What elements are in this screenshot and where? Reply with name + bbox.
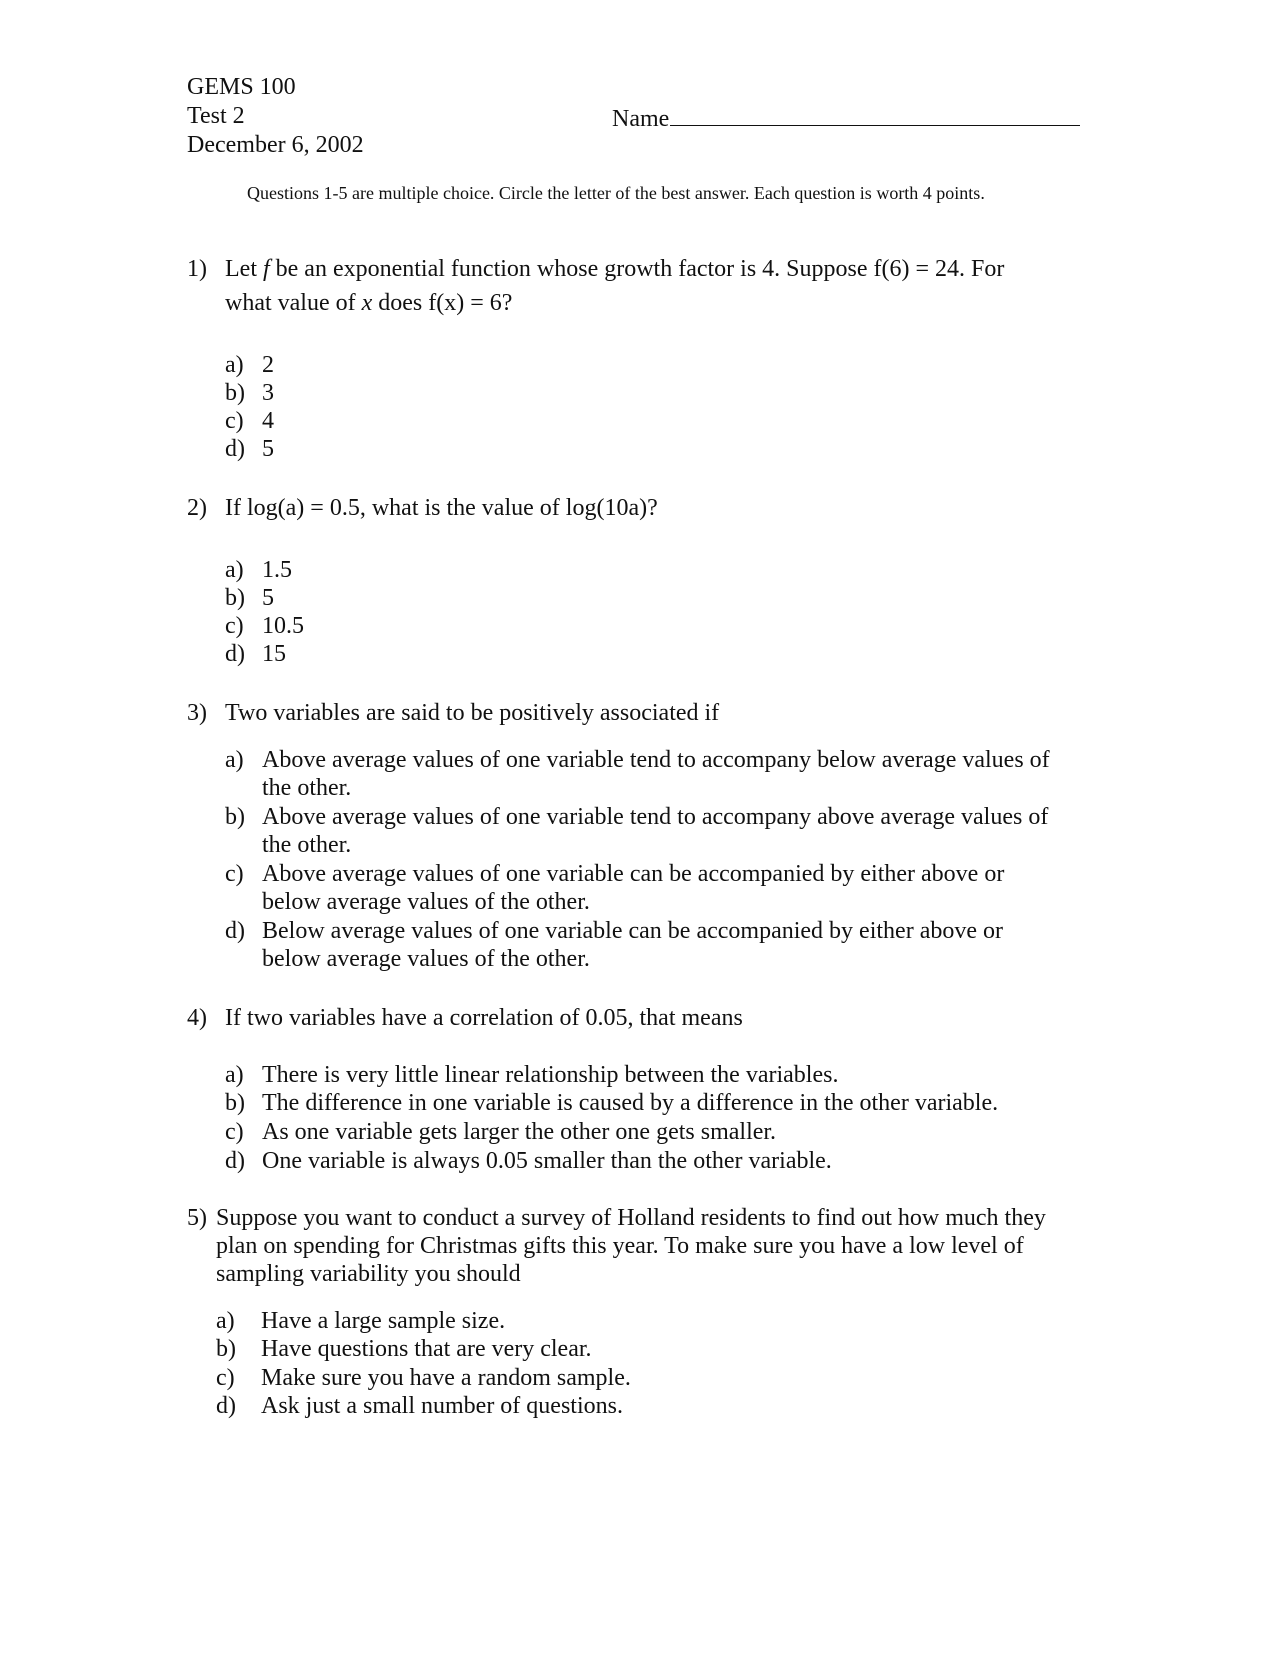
instructions: Questions 1-5 are multiple choice. Circle the letter of the best answer. Each question is worth 4 points. [247,183,985,203]
question-3-text: Two variables are said to be positively associated if [225,700,720,726]
q1-var-f: f [262,256,270,282]
q2-option-a-text: 1.5 [262,557,292,583]
question-5-line-1: Suppose you want to conduct a survey of Holland residents to find out how much they [216,1205,1046,1231]
q4-option-d-text: One variable is always 0.05 smaller than the other variable. [262,1148,832,1174]
q1-var-x: x [361,290,373,316]
q2-expr-1: log(a) = 0.5 [246,495,360,521]
q2-option-d-text: 15 [262,641,286,667]
q2-text-b: , what is the value of [359,495,566,521]
q1-option-c-letter[interactable]: c) [225,408,244,434]
q4-option-a-text: There is very little linear relationship between the variables. [262,1062,839,1088]
question-5-number: 5) [187,1205,207,1231]
name-blank-line[interactable] [670,103,1080,126]
q2-text-c: ? [647,495,658,521]
q1-option-b-letter[interactable]: b) [225,380,245,406]
q3-option-a-letter[interactable]: a) [225,747,244,773]
q1-option-a-text: 2 [262,352,274,378]
q2-option-a-letter[interactable]: a) [225,557,244,583]
q2-option-c-text: 10.5 [262,613,304,639]
name-field[interactable] [612,103,1080,133]
q1-option-a-letter[interactable]: a) [225,352,244,378]
q5-option-b-text: Have questions that are very clear. [261,1336,592,1362]
q4-option-b-letter[interactable]: b) [225,1090,245,1116]
q1-option-d-letter[interactable]: d) [225,436,245,462]
q1-text-f: ? [501,290,513,316]
q3-option-d-letter[interactable]: d) [225,918,245,944]
question-1-number: 1) [187,256,207,282]
q4-option-a-letter[interactable]: a) [225,1062,244,1088]
course-title: GEMS 100 [187,74,296,100]
q1-expr-2: f(x) = 6 [428,290,502,316]
q3-option-c-text-1: Above average values of one variable can be accompanied by either above or [262,861,1005,887]
q1-text-d: what value of [225,290,362,316]
q1-text-c: . For [959,256,1005,282]
q1-text-b: be an exponential function whose growth factor is 4. Suppose [269,256,874,282]
question-2-number: 2) [187,495,207,521]
question-4-text: If two variables have a correlation of 0.05, that means [225,1005,743,1031]
q3-option-d-text-2: below average values of the other. [262,946,590,972]
q3-option-a-text-2: the other. [262,775,352,801]
q5-option-c-text: Make sure you have a random sample. [261,1365,631,1391]
q3-option-c-letter[interactable]: c) [225,861,244,887]
q4-option-c-text: As one variable gets larger the other one gets smaller. [262,1119,777,1145]
q4-option-b-text: The difference in one variable is caused by a difference in the other variable. [262,1090,999,1116]
q1-text-a: Let [225,256,263,282]
question-1-line-2 [225,290,512,317]
q5-option-c-letter[interactable]: c) [216,1365,235,1391]
test-title: Test 2 [187,103,245,129]
q1-expr-1: f(6) = 24 [873,256,960,282]
q5-option-d-text: Ask just a small number of questions. [261,1393,623,1419]
q5-option-d-letter[interactable]: d) [216,1393,236,1419]
question-1-line-1 [225,256,1004,283]
q5-option-b-letter[interactable]: b) [216,1336,236,1362]
q4-option-c-letter[interactable]: c) [225,1119,244,1145]
q4-option-d-letter[interactable]: d) [225,1148,245,1174]
q3-option-b-text-2: the other. [262,832,352,858]
q2-option-d-letter[interactable]: d) [225,641,245,667]
q1-text-e: does [372,290,429,316]
test-date: December 6, 2002 [187,132,364,158]
name-label: Name [612,106,670,132]
q1-option-d-text: 5 [262,436,274,462]
q1-option-b-text: 3 [262,380,274,406]
q3-option-c-text-2: below average values of the other. [262,889,590,915]
q3-option-d-text-1: Below average values of one variable can be accompanied by either above or [262,918,1003,944]
q2-option-b-letter[interactable]: b) [225,585,245,611]
q5-option-a-letter[interactable]: a) [216,1308,235,1334]
question-3-number: 3) [187,700,207,726]
q2-option-c-letter[interactable]: c) [225,613,244,639]
question-5-line-3: sampling variability you should [216,1261,521,1287]
q3-option-a-text-1: Above average values of one variable tend to accompany below average values of [262,747,1050,773]
q3-option-b-letter[interactable]: b) [225,804,245,830]
q1-option-c-text: 4 [262,408,274,434]
q2-option-b-text: 5 [262,585,274,611]
q2-expr-2: log(10a) [565,495,648,521]
question-5-line-2: plan on spending for Christmas gifts this year. To make sure you have a low level of [216,1233,1024,1259]
question-2-line-1 [225,495,658,522]
question-4-number: 4) [187,1005,207,1031]
q2-text-a: If [225,495,247,521]
q3-option-b-text-1: Above average values of one variable tend to accompany above average values of [262,804,1049,830]
q5-option-a-text: Have a large sample size. [261,1308,506,1334]
